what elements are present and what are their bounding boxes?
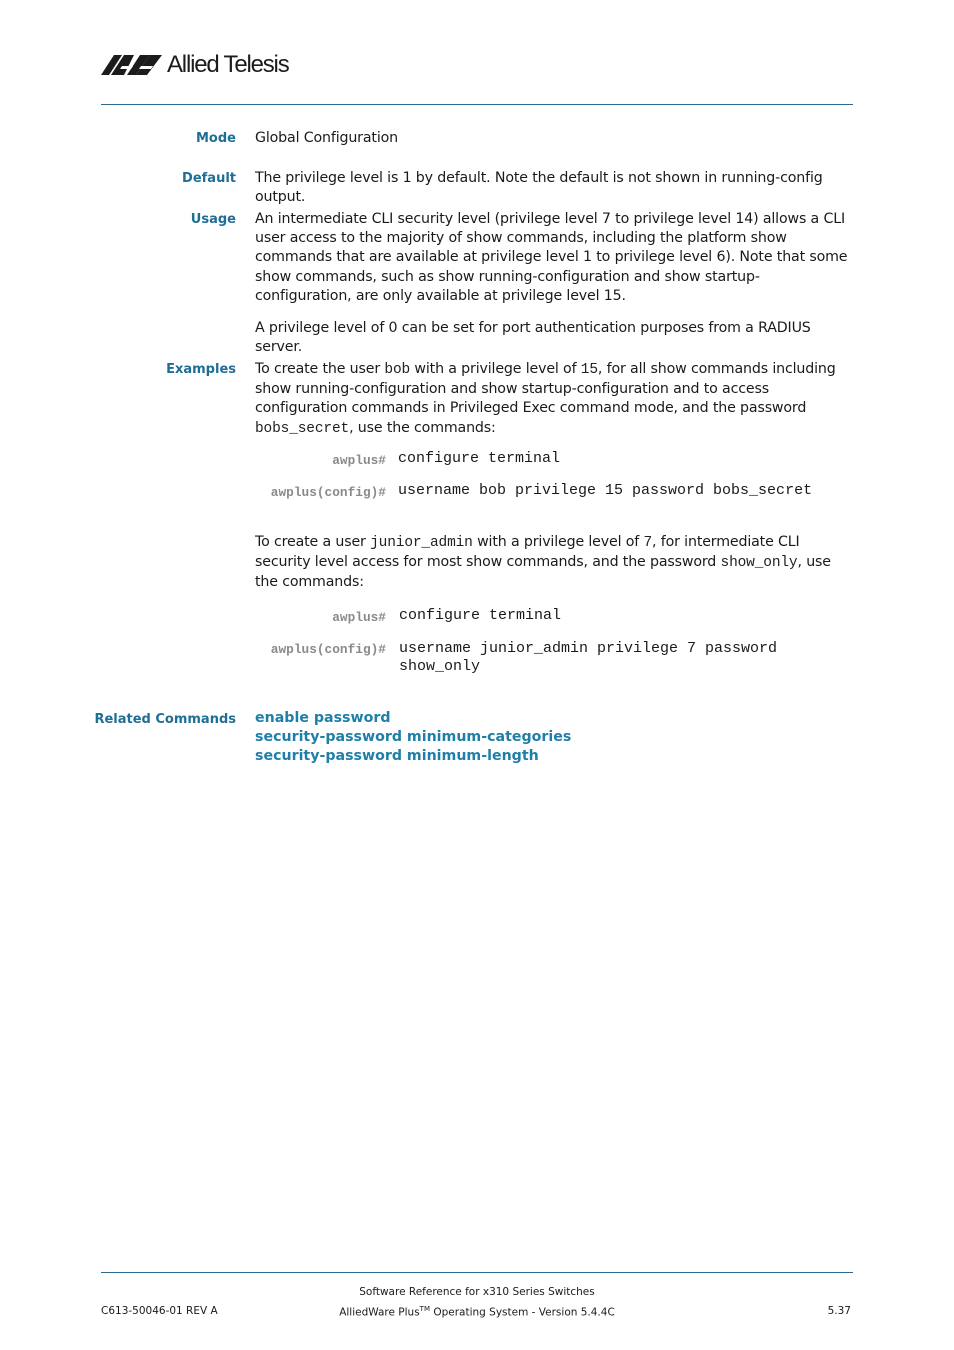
- default-label: Default: [182, 171, 236, 186]
- example-2-level: 7: [643, 535, 653, 551]
- mode-text: [255, 129, 853, 148]
- example-2-text: To create a user: [255, 534, 371, 550]
- cli-prompt: awplus(config)#: [270, 642, 386, 657]
- related-commands-label: Related Commands: [94, 712, 236, 727]
- cli-prompt: awplus#: [332, 453, 386, 468]
- cli-prompt: awplus#: [332, 610, 386, 625]
- example-1-password: bobs_secret: [255, 420, 350, 437]
- footer-trademark: TM: [419, 1305, 430, 1313]
- example-1-text: , use the commands:: [349, 419, 496, 436]
- cli-command: username bob privilege 15 password bobs_secret: [398, 482, 813, 499]
- mode-label: Mode: [196, 131, 236, 146]
- footer-title-line-1: Software Reference for x310 Series Switches: [359, 1286, 595, 1298]
- example-1-user: bob: [384, 362, 411, 378]
- example-1-text: with a privilege level of: [410, 361, 581, 377]
- footer-doc-id: C613-50046-01 REV A: [101, 1305, 218, 1317]
- example-2-description: [255, 533, 853, 593]
- header-rule: [101, 104, 853, 105]
- usage-paragraph-1: An intermediate CLI security level (privilege level 7 to privilege level 14) allows a CLI user access to the majority of show commands, including the platform show commands that are available at privilege level 1 to privilege level 6). Note that some show commands, such as show running-configuration and show startup-configuration, are only available at privilege level 15.: [255, 211, 848, 304]
- usage-label: Usage: [190, 212, 236, 227]
- brand-name: Allied Telesis: [167, 51, 289, 78]
- example-1-level: 15: [580, 362, 598, 378]
- footer-page-number: 5.37: [827, 1305, 851, 1317]
- example-1-description: [255, 360, 853, 439]
- cli-prompt: awplus(config)#: [270, 485, 386, 500]
- link-security-password-minimum-length[interactable]: security-password minimum-length: [255, 748, 539, 764]
- allied-telesis-logo-icon: [101, 54, 163, 76]
- default-text: [255, 169, 853, 207]
- usage-paragraph-2: A privilege level of 0 can be set for port authentication purposes from a RADIUS server.: [255, 320, 811, 356]
- cli-command: configure terminal: [398, 450, 561, 467]
- mode-value: Global Configuration: [255, 130, 398, 146]
- footer-version: Operating System - Version 5.4.4C: [430, 1306, 615, 1319]
- footer-title-line-2: [0, 1305, 954, 1319]
- example-1-text: , for all show commands including show running-configuration and show startup-configuration and to access configuration commands in Privileged Exec command mode, and the password: [255, 361, 836, 417]
- example-2-user: junior_admin: [370, 535, 473, 551]
- example-2-text: , for intermediate CLI security level access for most show commands, and the password: [255, 534, 800, 571]
- usage-text: [255, 210, 853, 357]
- example-1-text: To create the user: [255, 361, 385, 377]
- footer-product: AlliedWare Plus: [339, 1306, 420, 1319]
- example-2-text: with a privilege level of: [472, 534, 644, 550]
- allied-telesis-logo: [101, 52, 289, 78]
- examples-label: Examples: [166, 362, 236, 377]
- example-2-password: show_only: [720, 555, 798, 572]
- default-value: The privilege level is 1 by default. Note the default is not shown in running-config output.: [255, 170, 823, 206]
- footer-rule: [101, 1272, 853, 1273]
- cli-command: configure terminal: [399, 607, 562, 624]
- cli-command: username junior_admin privilege 7 password show_only: [399, 640, 787, 675]
- link-security-password-minimum-categories[interactable]: security-password minimum-categories: [255, 729, 572, 745]
- link-enable-password[interactable]: enable password: [255, 710, 391, 726]
- example-2-text: , use the commands:: [255, 554, 831, 591]
